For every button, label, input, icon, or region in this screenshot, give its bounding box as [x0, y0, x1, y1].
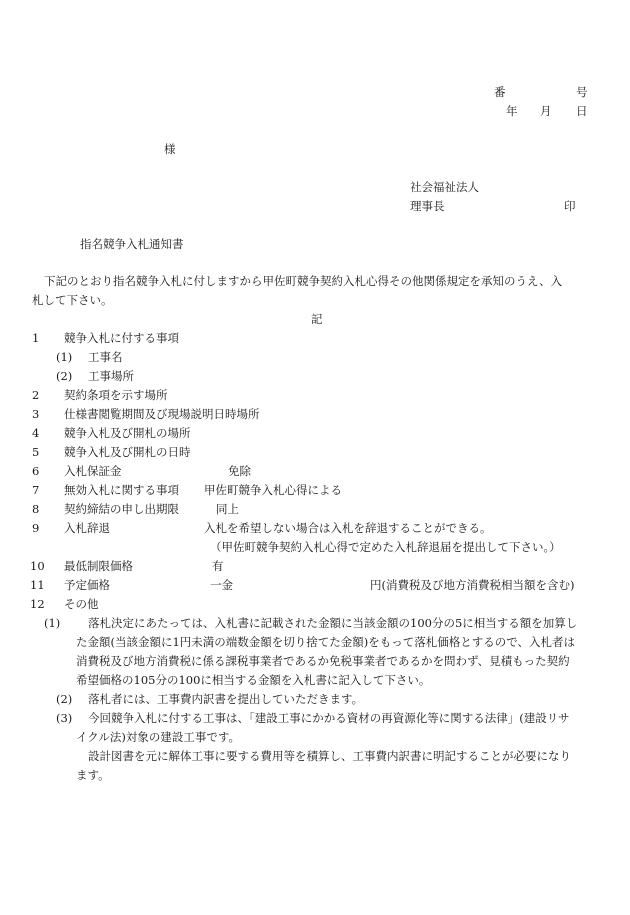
item-1-2-label: 工事場所 [88, 369, 134, 383]
other-3-number: (3) [56, 711, 73, 725]
item-5-number: 5 [32, 445, 40, 459]
item-1-label: 競争入札に付する事項 [64, 331, 179, 345]
item-9-label: 入札辞退 [64, 521, 110, 535]
item-10-value: 有 [212, 559, 224, 573]
item-9-value: 入札を希望しない場合は入札を辞退することができる。 [204, 521, 492, 535]
other-3-line-3: 設計図書を元に解体工事に要する費用等を積算し、工事費内訳書に明記することが必要になり [88, 749, 571, 763]
item-2-number: 2 [32, 388, 40, 402]
item-5-label: 競争入札及び開札の日時 [64, 445, 191, 459]
intro-line-2: 札して下さい。 [32, 293, 113, 307]
other-1-line-4: 希望価格の105分の100に相当する金額を入札書に記入して下さい。 [76, 673, 431, 687]
item-9-note: （甲佐町競争契約入札心得で定めた入札辞退届を提出して下さい。） [210, 540, 561, 554]
ban-label: 番 [494, 85, 506, 99]
item-7-value: 甲佐町競争入札心得による [204, 483, 342, 497]
other-3-line-4: ます。 [76, 768, 110, 782]
addressee-sama: 様 [164, 142, 176, 156]
other-2-line-1: 落札者には、工事費内訳書を提出していただきます。 [88, 692, 364, 706]
item-10-number: 10 [30, 559, 45, 573]
other-1-line-3: 消費税及び地方消費税に係る課税事業者であるか免税事業者であるかを問わず、見積もった契約 [76, 654, 570, 668]
item-6-value: 免除 [228, 464, 251, 478]
item-11-label: 予定価格 [64, 578, 110, 592]
item-7-number: 7 [32, 483, 40, 497]
item-1-number: 1 [32, 331, 40, 345]
document-title: 指名競争入札通知書 [80, 237, 184, 251]
item-1-1-label: 工事名 [88, 350, 123, 364]
item-6-number: 6 [32, 464, 40, 478]
item-1-2-number: (2) [56, 369, 73, 383]
item-6-label: 入札保証金 [64, 464, 122, 478]
day-label: 日 [576, 104, 588, 118]
item-8-value: 同上 [216, 502, 239, 516]
item-7-label: 無効入札に関する事項 [64, 483, 179, 497]
item-4-label: 競争入札及び開札の場所 [64, 426, 191, 440]
item-8-label: 契約締結の申し出期限 [64, 502, 179, 516]
ki-heading: 記 [311, 312, 323, 326]
item-12-number: 12 [30, 597, 45, 611]
item-10-label: 最低制限価格 [64, 559, 133, 573]
year-label: 年 [506, 104, 518, 118]
other-3-line-2: イクル法)対象の建設工事です。 [76, 730, 240, 744]
item-3-number: 3 [32, 407, 40, 421]
item-4-number: 4 [32, 426, 40, 440]
intro-line-1: 下記のとおり指名競争入札に付しますから甲佐町競争契約入札心得その他関係規定を承知のうえ、入 [44, 274, 563, 288]
sender-title: 理事長 [410, 199, 445, 213]
item-3-label: 仕様書閲覧期間及び現場説明日時場所 [64, 407, 260, 421]
other-2-number: (2) [56, 692, 73, 706]
other-1-number: (1) [44, 616, 61, 630]
item-2-label: 契約条項を示す場所 [64, 388, 168, 402]
other-1-line-2: た金額(当該金額に1円未満の端数金額を切り捨てた金額)をもって落札価格とするので、入札者は [76, 635, 576, 649]
item-11-value-prefix: 一金 [210, 578, 233, 592]
other-3-line-1: 今回競争入札に付する工事は、「建設工事にかかる資材の再資源化等に関する法律」(建設リサ [88, 711, 570, 725]
month-label: 月 [540, 104, 552, 118]
item-9-number: 9 [32, 521, 40, 535]
go-label: 号 [576, 85, 588, 99]
seal-mark: 印 [564, 199, 576, 213]
item-12-label: その他 [64, 597, 99, 611]
item-11-number: 11 [30, 578, 45, 592]
item-11-value-suffix: 円(消費税及び地方消費税相当額を含む) [370, 578, 575, 592]
sender-org: 社会福祉法人 [410, 180, 479, 194]
other-1-line-1: 落札決定にあたっては、入札書に記載された金額に当該金額の100分の5に相当する額を加算し [88, 616, 578, 630]
item-1-1-number: (1) [56, 350, 73, 364]
item-8-number: 8 [32, 502, 40, 516]
